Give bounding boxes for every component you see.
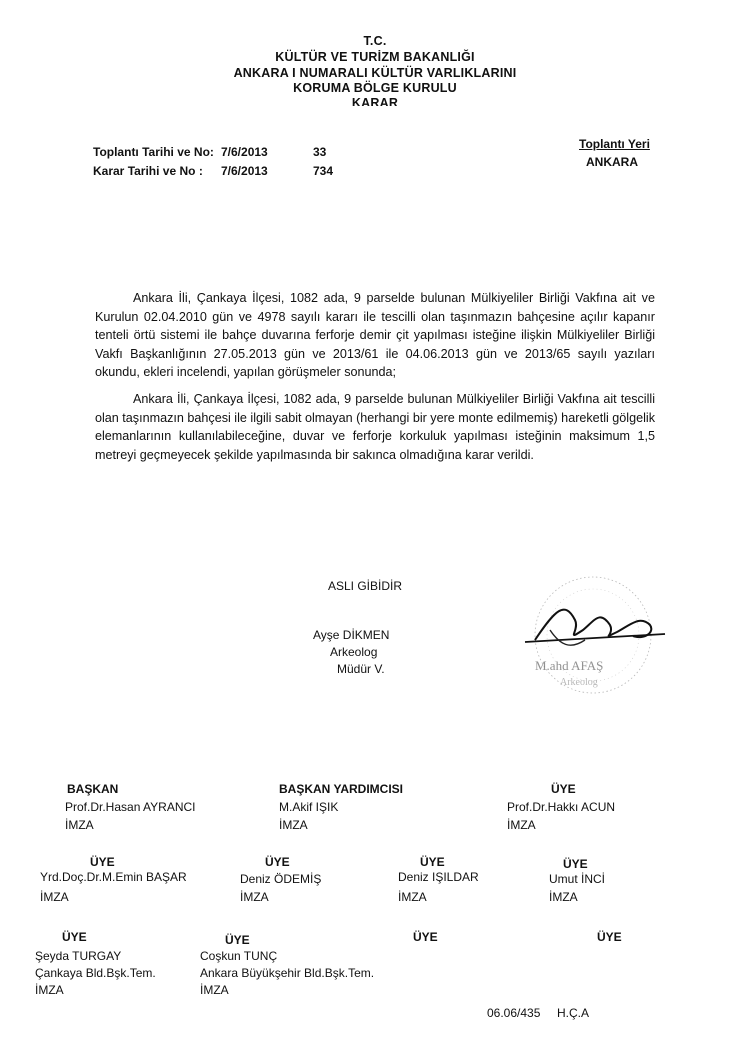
signatory-affiliation: Ankara Büyükşehir Bld.Bşk.Tem. <box>200 966 375 980</box>
body-paragraph-2: Ankara İli, Çankaya İlçesi, 1082 ada, 9 parselde bulunan Mülkiyeliler Birliği Vakfına ait tescilli olan taşınmazın bahçesi ile ilgili sabit olmayan (herhangi bir yere monte edilmemiş) hareketli gölgelik elemanlarının kullanılabileceğine, duvar ve ferforje korkuluk yapılması isteğinin maksimum 1,5 metreyi geçmeyecek şekilde yapılmasında bir sakınca olmadığına karar verildi. <box>95 392 655 462</box>
signatory-sign: İMZA <box>279 818 308 832</box>
reference-number: 06.06/435 <box>487 1006 541 1020</box>
signatory-name: Deniz ÖDEMİŞ <box>240 872 322 886</box>
meeting-date-value: 7/6/2013 <box>221 145 268 159</box>
svg-text:Arkeolog: Arkeolog <box>560 677 598 688</box>
header-tc: T.C. <box>363 34 387 48</box>
signatory-sign: İMZA <box>240 890 269 904</box>
meeting-place-value: ANKARA <box>586 155 638 169</box>
certifier-position: Müdür V. <box>337 662 385 676</box>
signatory-name: M.Akif IŞIK <box>279 800 339 814</box>
signatory-sign: İMZA <box>35 983 64 997</box>
signatory-role: ÜYE <box>90 855 115 869</box>
decision-number: 734 <box>313 164 334 178</box>
signatory-name: Yrd.Doç.Dr.M.Emin BAŞAR <box>40 870 187 884</box>
signatory-name: Umut İNCİ <box>549 872 606 886</box>
body-paragraph-1: Ankara İli, Çankaya İlçesi, 1082 ada, 9 parselde bulunan Mülkiyeliler Birliği Vakfına ait ve Kurulun 02.04.2010 gün ve 4978 sayılı kararı ile tescilli olan taşınmazın bahçesine açılır kapanır tenteli örtü sistemi ile bahçe duvarına ferforje demir çit yapılması isteğine ilişkin Mülkiyeliler Birliği Vakfı Başkanlığının 27.05.2013 gün ve 2013/61 ile 04.06.2013 gün ve 2013/65 sayılı yazıları okundu, ekleri incelendi, yapılan görüşmeler sonunda; <box>95 291 655 379</box>
signatory-affiliation: Çankaya Bld.Bşk.Tem. <box>35 966 156 980</box>
svg-text:M.ahd AFAŞ: M.ahd AFAŞ <box>535 658 604 673</box>
signatory-name: Prof.Dr.Hasan AYRANCI <box>65 800 196 814</box>
signatory-sign: İMZA <box>507 818 536 832</box>
signatory-sign: İMZA <box>40 890 69 904</box>
signatory-name: Prof.Dr.Hakkı ACUN <box>507 800 616 814</box>
decision-date-value: 7/6/2013 <box>221 164 268 178</box>
official-stamp-signature <box>505 570 675 700</box>
signatory-name: Coşkun TUNÇ <box>200 949 278 963</box>
signatory-role: ÜYE <box>62 930 87 944</box>
meeting-date-label: Toplantı Tarihi ve No: <box>93 145 214 159</box>
header-karar: KARAR <box>351 96 399 106</box>
meeting-place-label: Toplantı Yeri <box>579 137 650 151</box>
signatory-sign: İMZA <box>398 890 427 904</box>
author-initials: H.Ç.A <box>557 1006 590 1020</box>
signatory-role: ÜYE <box>225 933 250 947</box>
signatory-role: ÜYE <box>551 782 576 796</box>
signatory-name: Deniz IŞILDAR <box>398 870 479 884</box>
signatory-role: ÜYE <box>597 930 622 944</box>
signatory-role: ÜYE <box>420 855 445 869</box>
header-council-line2: KORUMA BÖLGE KURULU <box>293 81 457 95</box>
decision-date-label: Karar Tarihi ve No : <box>93 164 203 178</box>
signatory-sign: İMZA <box>549 890 578 904</box>
certifier-name: Ayşe DİKMEN <box>313 628 390 642</box>
signatory-name: Şeyda TURGAY <box>35 949 122 963</box>
header-ministry: KÜLTÜR VE TURİZM BAKANLIĞI <box>275 50 475 64</box>
signatory-sign: İMZA <box>200 983 229 997</box>
signatory-role: BAŞKAN <box>67 782 119 796</box>
certifier-title: Arkeolog <box>330 645 378 659</box>
signatory-sign: İMZA <box>65 818 94 832</box>
signatory-role: BAŞKAN YARDIMCISI <box>279 782 404 796</box>
signatory-role: ÜYE <box>413 930 438 944</box>
meeting-number: 33 <box>313 145 327 159</box>
certified-copy-label: ASLI GİBİDİR <box>328 579 403 593</box>
signatory-role: ÜYE <box>563 857 588 871</box>
header-council-line1: ANKARA I NUMARALI KÜLTÜR VARLIKLARINI <box>233 66 517 80</box>
signatory-role: ÜYE <box>265 855 290 869</box>
